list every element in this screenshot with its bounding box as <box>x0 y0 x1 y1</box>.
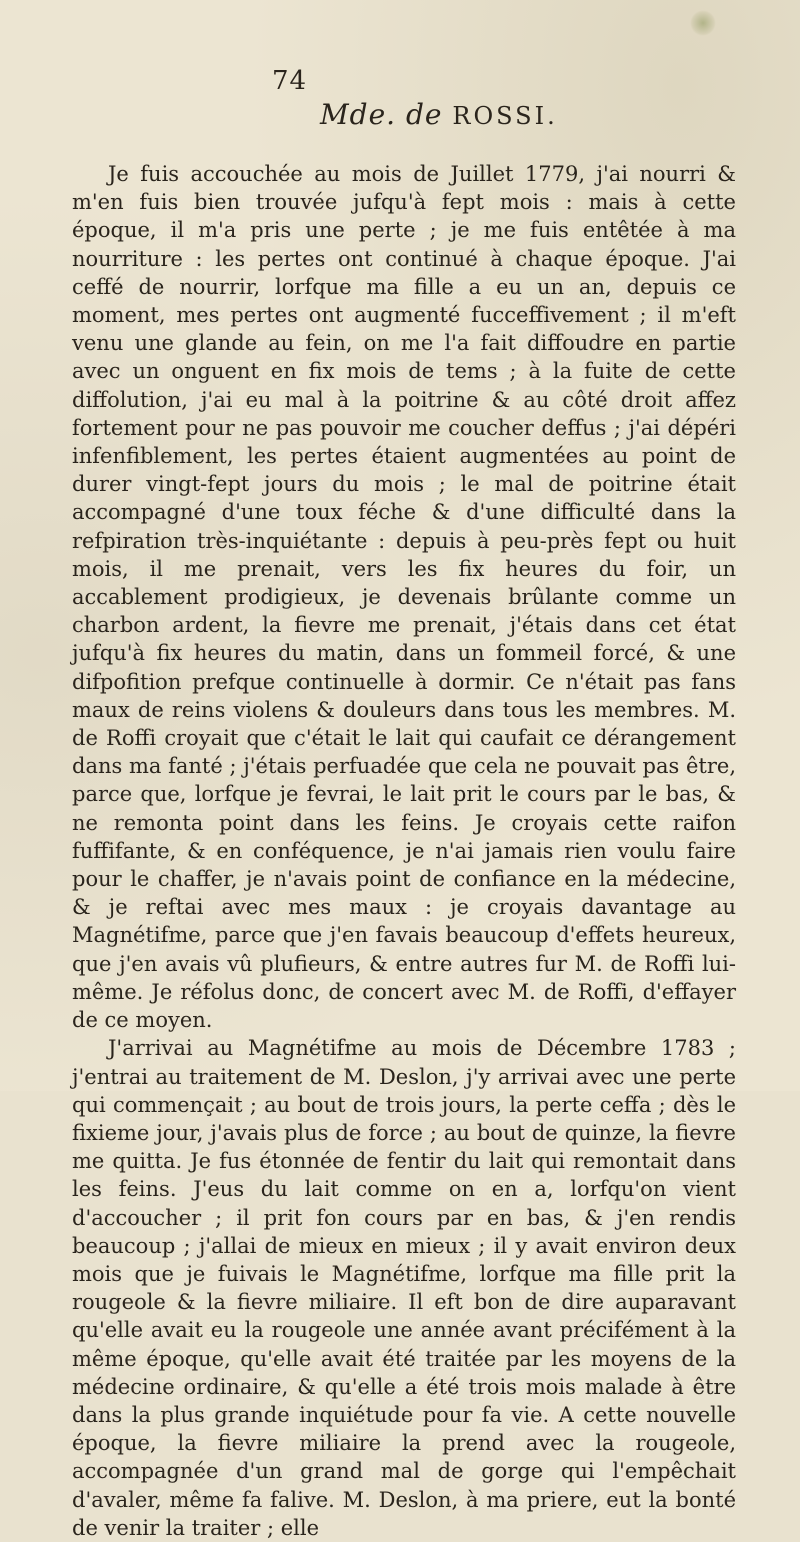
running-head-prefix: Mde. de <box>320 98 443 131</box>
paragraph: J'arrivai au Magnétifme au mois de Décembre 1783 ; j'entrai au traitement de M. Deslon, j'y arrivai avec une perte qui commençait ; au bout de trois jours, la perte ceffa ; dès le fixieme jour, j'avais plus de force ; au bout de quinze, la fievre me quitta. Je fus étonnée de fentir du lait qui remontait dans les feins. J'eus du lait comme on en a, lorfqu'on vient d'accoucher ; il prit fon cours par en bas, & j'en rendis beaucoup ; j'allai de mieux en mieux ; il y avait environ deux mois que je fuivais le Magnétifme, lorfque ma fille prit la rougeole & la fievre miliaire. Il eft bon de dire auparavant qu'elle avait eu la rougeole une année avant précifément à la même époque, qu'elle avait été traitée par les moyens de la médecine ordinaire, & qu'elle a été trois mois malade à être dans la plus grande inquiétude pour fa vie. A cette nouvelle époque, la fievre miliaire la prend avec la rougeole, accompagnée d'un grand mal de gorge qui l'empêchait d'avaler, même fa falive. M. Deslon, à ma priere, eut la bonté de venir la traiter ; elle <box>72 1036 736 1540</box>
body-text <box>72 160 736 1542</box>
paragraph: Je fuis accouchée au mois de Juillet 1779, j'ai nourri & m'en fuis bien trouvée jufqu'à fept mois : mais à cette époque, il m'a pris une perte ; je me fuis entêtée à ma nourriture : les pertes ont continué à chaque époque. J'ai ceffé de nourrir, lorfque ma fille a eu un an, depuis ce moment, mes pertes ont augmenté fucceffivement ; il m'eft venu une glande au fein, on me l'a fait diffoudre en partie avec un onguent en fix mois de tems ; à la fuite de cette diffolution, j'ai eu mal à la poitrine & au côté droit affez fortement pour ne pas pouvoir me coucher deffus ; j'ai dépéri infenfiblement, les pertes étaient augmentées au point de durer vingt-fept jours du mois ; le mal de poitrine était accompagné d'une toux féche & d'une difficulté dans la refpiration très-inquiétante : depuis à peu-près fept ou huit mois, il me prenait, vers les fix heures du foir, un accablement prodigieux, je devenais brûlante comme un charbon ardent, la fievre me prenait, j'étais dans cet état jufqu'à fix heures du matin, dans un fommeil forcé, & une difpofition prefque continuelle à dormir. Ce n'était pas fans maux de reins violens & douleurs dans tous les membres. M. de Roffi croyait que c'était le lait qui caufait ce dérangement dans ma fanté ; j'étais perfuadée que cela ne pouvait pas être, parce que, lorfque je fevrai, le lait prit le cours par le bas, & ne remonta point dans les feins. Je croyais cette raifon fuffifante, & en conféquence, je n'ai jamais rien voulu faire pour le chaffer, je n'avais point de confiance en la médecine, & je reftai avec mes maux : je croyais davantage au Magnétifme, parce que j'en favais beaucoup d'effets heureux, que j'en avais vû plufieurs, & entre autres fur M. de Roffi lui-même. Je réfolus donc, de concert avec M. de Roffi, d'effayer de ce moyen. <box>72 162 736 1033</box>
paper-stain <box>690 10 716 36</box>
page-number: 74 <box>272 66 308 96</box>
running-head <box>320 100 558 131</box>
running-head-name: ROSSI. <box>452 102 558 130</box>
